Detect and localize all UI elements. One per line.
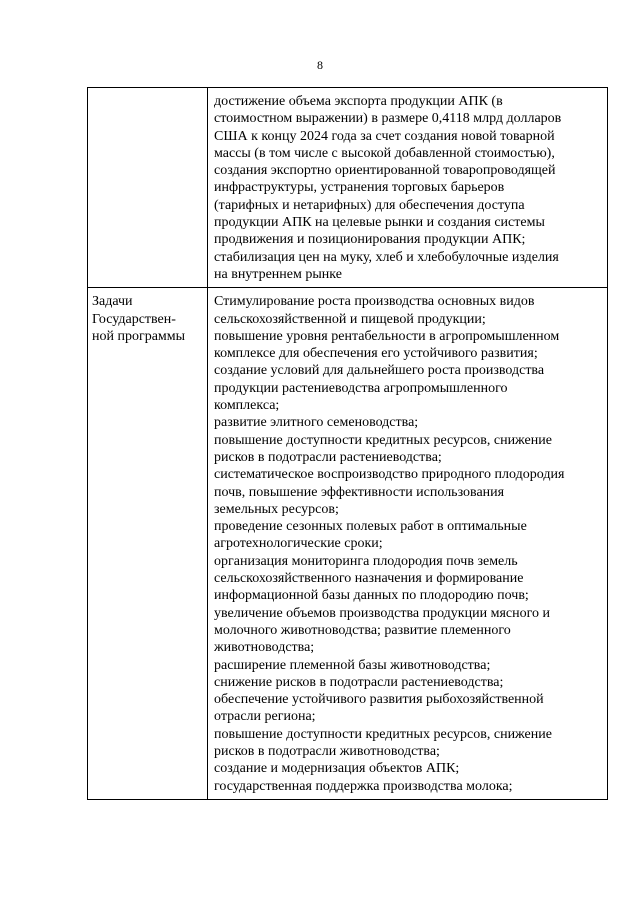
text-line: молочного животноводства; развитие племенного [214,622,511,638]
text-line: снижение рисков в подотрасли растениеводства; [214,674,504,690]
text-line: США к концу 2024 года за счет создания новой товарной [214,128,555,144]
text-line: повышение доступности кредитных ресурсов, снижение [214,432,552,448]
row-label-cell [88,288,208,800]
text-line: животноводства; [214,640,315,656]
text-line: достижение объема экспорта продукции АПК (в [214,94,503,109]
text-line: развитие элитного семеноводства; [214,415,419,431]
text-line: продвижения и позиционирования продукции АПК; [214,232,526,248]
text-line: продукции растениеводства агропромышленного [214,380,508,396]
text-line: комплексе для обеспечения его устойчивого развития; [214,346,538,362]
text-line: создание условий для дальнейшего роста производства [214,363,545,379]
text-line: земельных ресурсов; [214,501,339,517]
text-line: рисков в подотрасли растениеводства; [214,449,442,465]
program-table [87,87,608,800]
table-row-export-goal [88,88,608,288]
text-line: массы (в том числе с высокой добавленной стоимостью), [214,145,555,161]
text-line: государственная поддержка производства молока; [214,778,513,794]
text-line: систематическое воспроизводство природного плодородия [214,467,565,483]
text-line: проведение сезонных полевых работ в оптимальные [214,519,527,535]
text-line: стоимостном выражении) в размере 0,4118 млрд долларов [214,111,562,127]
row-content-cell [208,88,608,288]
text-line: стабилизация цен на муку, хлеб и хлебобулочные изделия [214,249,559,265]
text-line: сельскохозяйственной и пищевой продукции; [214,311,486,327]
text-line: Стимулирование роста производства основных видов [214,294,535,310]
text-line: агротехнологические сроки; [214,536,383,552]
text-line: почв, повышение эффективности использования [214,484,505,500]
text-line: на внутреннем рынке [214,266,342,282]
text-line: Государствен- [92,311,176,327]
text-line: создание и модернизация объектов АПК; [214,761,460,777]
text-line: повышение доступности кредитных ресурсов, снижение [214,726,552,742]
table-row-program-tasks [88,288,608,800]
row-label-cell [88,88,208,288]
text-line: создания экспортно ориентированной товаропроводящей [214,163,556,179]
text-line: комплекса; [214,398,280,414]
text-line: расширение племенной базы животноводства; [214,657,491,673]
text-line: ной программы [92,328,186,344]
row-content-cell [208,288,608,800]
text-line: сельскохозяйственного назначения и формирование [214,571,524,587]
text-line: повышение уровня рентабельности в агропромышленном [214,328,560,344]
text-line: (тарифных и нетарифных) для обеспечения доступа [214,197,525,213]
page-number: 8 [317,58,323,72]
text-line: информационной базы данных по плодородию почв; [214,588,529,604]
text-line: отрасли региона; [214,709,316,725]
text-line: инфраструктуры, устранения торговых барьеров [214,180,505,196]
text-line: обеспечение устойчивого развития рыбохозяйственной [214,692,544,708]
text-line: рисков в подотрасли животноводства; [214,743,440,759]
text-line: Задачи [92,294,133,310]
text-line: увеличение объемов производства продукции мясного и [214,605,550,621]
text-line: организация мониторинга плодородия почв земель [214,553,518,569]
text-line: продукции АПК на целевые рынки и создания системы [214,215,545,231]
